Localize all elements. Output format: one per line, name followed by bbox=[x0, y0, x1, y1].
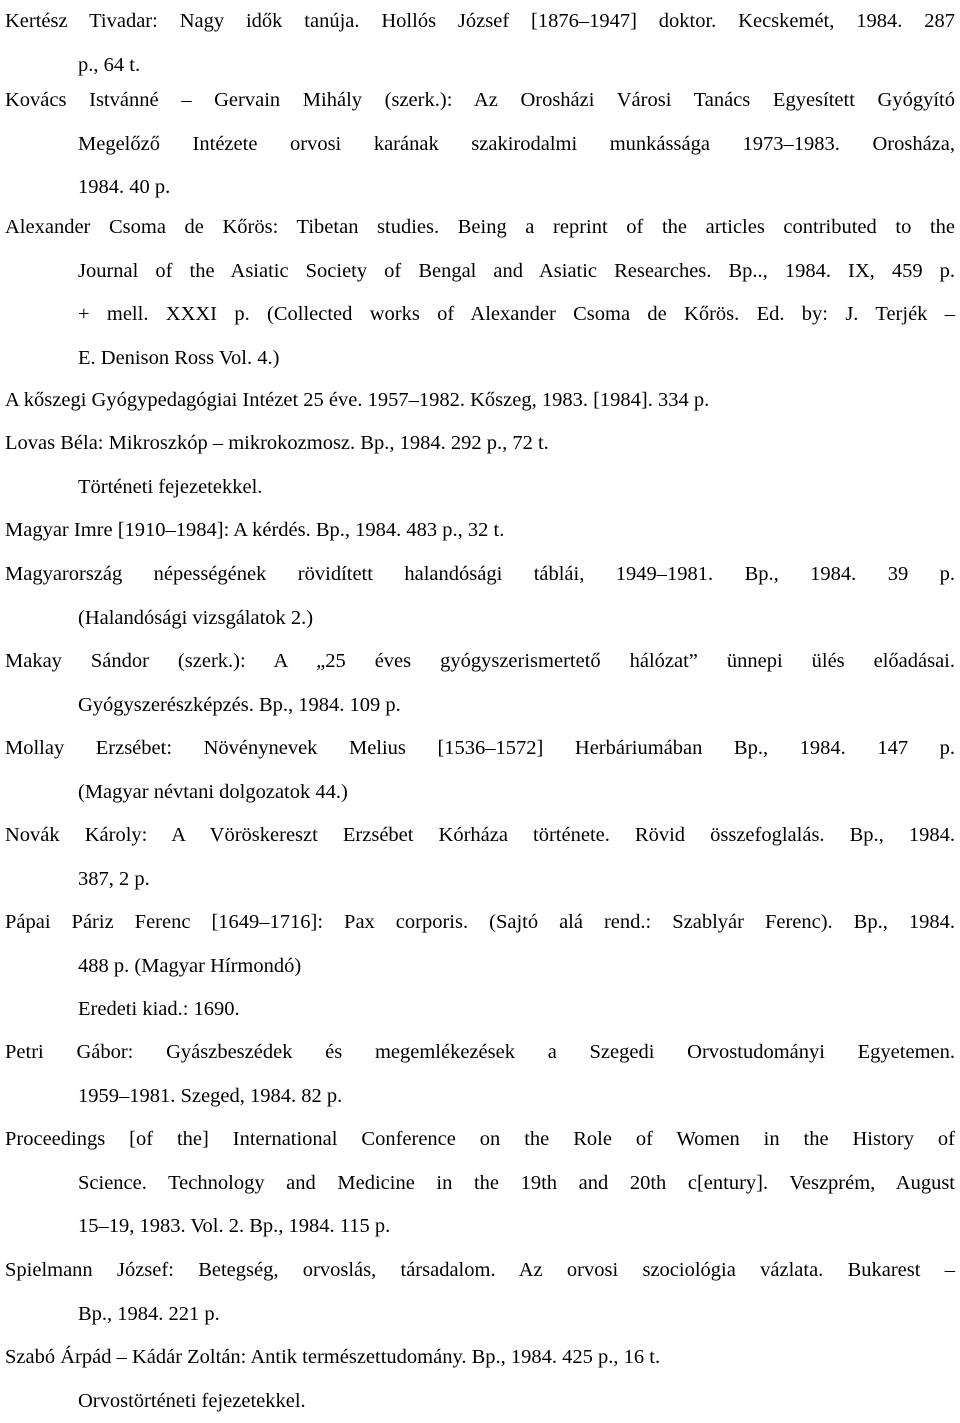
bibliography-entry bbox=[5, 640, 955, 727]
entry-line: Mollay Erzsébet: Növénynevek Melius [1536–1572] Herbáriumában Bp., 1984. 147 p. bbox=[5, 737, 955, 759]
entry-line: Alexander Csoma de Kőrös: Tibetan studies. Being a reprint of the articles contributed to the bbox=[5, 216, 955, 238]
entry-line: Történeti fejezetekkel. bbox=[78, 475, 263, 498]
bibliography-entry bbox=[5, 0, 955, 87]
entry-line: Novák Károly: A Vöröskereszt Erzsébet Kórháza története. Rövid összefoglalás. Bp., 1984. bbox=[5, 824, 955, 846]
bibliography-entry bbox=[5, 422, 955, 509]
bibliography-entry bbox=[5, 1031, 955, 1118]
entry-line: Bp., 1984. 221 p. bbox=[78, 1302, 220, 1325]
entry-line: Orvostörténeti fejezetekkel. bbox=[78, 1389, 306, 1412]
bibliography-entry bbox=[5, 206, 955, 380]
bibliography-entry bbox=[5, 727, 955, 814]
entry-line: Kertész Tivadar: Nagy idők tanúja. Hollós József [1876–1947] doktor. Kecskemét, 1984. 287 bbox=[5, 10, 955, 32]
entry-line: Lovas Béla: Mikroszkóp – mikrokozmosz. Bp., 1984. 292 p., 72 t. bbox=[5, 432, 549, 454]
bibliography-entry bbox=[5, 553, 955, 640]
bibliography-entry bbox=[5, 1336, 955, 1423]
bibliography-entry bbox=[5, 814, 955, 901]
entry-line: + mell. XXXI p. (Collected works of Alexander Csoma de Kőrös. Ed. by: J. Terjék – bbox=[78, 303, 955, 326]
entry-line: p., 64 t. bbox=[78, 53, 141, 76]
entry-line: A kőszegi Gyógypedagógiai Intézet 25 éve. 1957–1982. Kőszeg, 1983. [1984]. 334 p. bbox=[5, 389, 710, 411]
entry-line: E. Denison Ross Vol. 4.) bbox=[78, 346, 280, 369]
entry-line: Kovács Istvánné – Gervain Mihály (szerk.): Az Orosházi Városi Tanács Egyesített Gyógyító bbox=[5, 89, 955, 111]
bibliography-entry bbox=[5, 1249, 955, 1336]
entry-line: 1959–1981. Szeged, 1984. 82 p. bbox=[78, 1084, 343, 1107]
entry-line: 387, 2 p. bbox=[78, 867, 150, 890]
entry-line: Makay Sándor (szerk.): A „25 éves gyógyszerismertető hálózat” ünnepi ülés előadásai. bbox=[5, 650, 955, 672]
bibliography-entry bbox=[5, 79, 955, 210]
bibliography-entry bbox=[5, 509, 955, 553]
entry-line: Proceedings [of the] International Conference on the Role of Women in the History of bbox=[5, 1128, 955, 1150]
entry-line: 15–19, 1983. Vol. 2. Bp., 1984. 115 p. bbox=[78, 1215, 391, 1238]
entry-line: Eredeti kiad.: 1690. bbox=[78, 998, 240, 1021]
entry-line: Szabó Árpád – Kádár Zoltán: Antik természettudomány. Bp., 1984. 425 p., 16 t. bbox=[5, 1346, 661, 1368]
entry-line: Journal of the Asiatic Society of Bengal and Asiatic Researches. Bp.., 1984. IX, 459 p. bbox=[78, 259, 955, 282]
entry-line: 488 p. (Magyar Hírmondó) bbox=[78, 954, 302, 977]
bibliography-entry bbox=[5, 1118, 955, 1249]
entry-line: (Magyar névtani dolgozatok 44.) bbox=[78, 780, 348, 803]
entry-line: Magyar Imre [1910–1984]: A kérdés. Bp., 1984. 483 p., 32 t. bbox=[5, 519, 505, 541]
entry-line: Magyarország népességének rövidített halandósági táblái, 1949–1981. Bp., 1984. 39 p. bbox=[5, 563, 955, 585]
entry-line: Pápai Páriz Ferenc [1649–1716]: Pax corporis. (Sajtó alá rend.: Szablyár Ferenc). Bp., 1984. bbox=[5, 911, 955, 933]
bibliography-entry bbox=[5, 901, 955, 1032]
entry-line: Science. Technology and Medicine in the 19th and 20th c[entury]. Veszprém, August bbox=[78, 1171, 955, 1194]
entry-line: 1984. 40 p. bbox=[78, 176, 171, 199]
entry-line: (Halandósági vizsgálatok 2.) bbox=[78, 606, 314, 629]
entry-line: Petri Gábor: Gyászbeszédek és megemlékezések a Szegedi Orvostudományi Egyetemen. bbox=[5, 1041, 955, 1063]
entry-line: Gyógyszerészképzés. Bp., 1984. 109 p. bbox=[78, 693, 401, 716]
bibliography-entry bbox=[5, 379, 955, 423]
entry-line: Megelőző Intézete orvosi karának szakirodalmi munkássága 1973–1983. Orosháza, bbox=[78, 132, 955, 155]
entry-line: Spielmann József: Betegség, orvoslás, társadalom. Az orvosi szociológia vázlata. Bukarest – bbox=[5, 1259, 955, 1281]
